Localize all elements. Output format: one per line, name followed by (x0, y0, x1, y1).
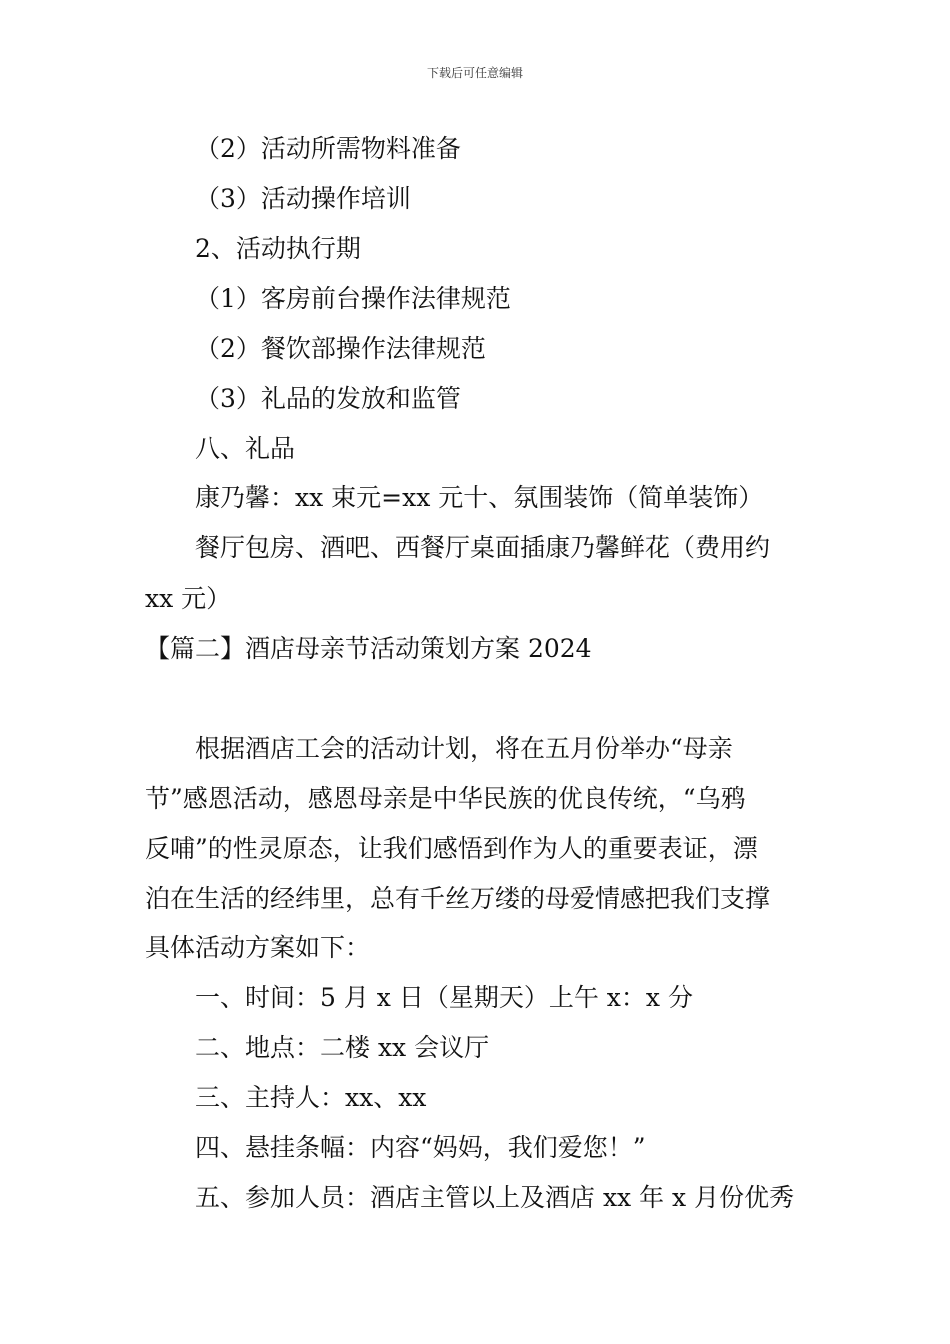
section-heading-execution: 2、活动执行期 (195, 234, 361, 263)
list-item-materials: （2）活动所需物料准备 (195, 134, 461, 163)
list-item-catering: （2）餐饮部操作法律规范 (195, 334, 486, 363)
paragraph-intro-cont-3: 泊在生活的经纬里，总有千丝万缕的母爱情感把我们支撑 (145, 884, 771, 913)
paragraph-flowers: 餐厅包房、酒吧、西餐厅桌面插康乃馨鲜花（费用约 (195, 533, 771, 562)
paragraph-intro: 根据酒店工会的活动计划，将在五月份举办“母亲 (195, 734, 733, 763)
paragraph-intro-cont-2: 反哺”的性灵原态，让我们感悟到作为人的重要表证，漂 (145, 834, 758, 863)
list-item-front-desk: （1）客房前台操作法律规范 (195, 284, 511, 313)
section-heading-gifts: 八、礼品 (195, 434, 296, 463)
plan-item-banner: 四、悬挂条幅：内容“妈妈，我们爱您！” (195, 1133, 646, 1162)
plan-item-location: 二、地点：二楼 xx 会议厅 (195, 1033, 490, 1062)
page-header-note: 下载后可任意编辑 (426, 66, 523, 80)
plan-item-participants: 五、参加人员：酒店主管以上及酒店 xx 年 x 月份优秀 (195, 1183, 795, 1212)
paragraph-flowers-cont: xx 元） (145, 584, 232, 613)
plan-item-host: 三、主持人：xx、xx (195, 1083, 427, 1112)
paragraph-carnation: 康乃馨：xx 束元=xx 元十、氛围装饰（简单装饰） (195, 483, 764, 512)
list-item-training: （3）活动操作培训 (195, 184, 411, 213)
paragraph-intro-cont-1: 节”感恩活动，感恩母亲是中华民族的优良传统，“乌鸦 (145, 784, 746, 813)
paragraph-plan-intro: 具体活动方案如下： (145, 933, 371, 962)
plan-item-time: 一、时间：5 月 x 日（星期天）上午 x：x 分 (195, 983, 693, 1012)
article-title-part-two: 【篇二】酒店母亲节活动策划方案 2024 (145, 634, 592, 663)
list-item-gifts: （3）礼品的发放和监管 (195, 384, 461, 413)
